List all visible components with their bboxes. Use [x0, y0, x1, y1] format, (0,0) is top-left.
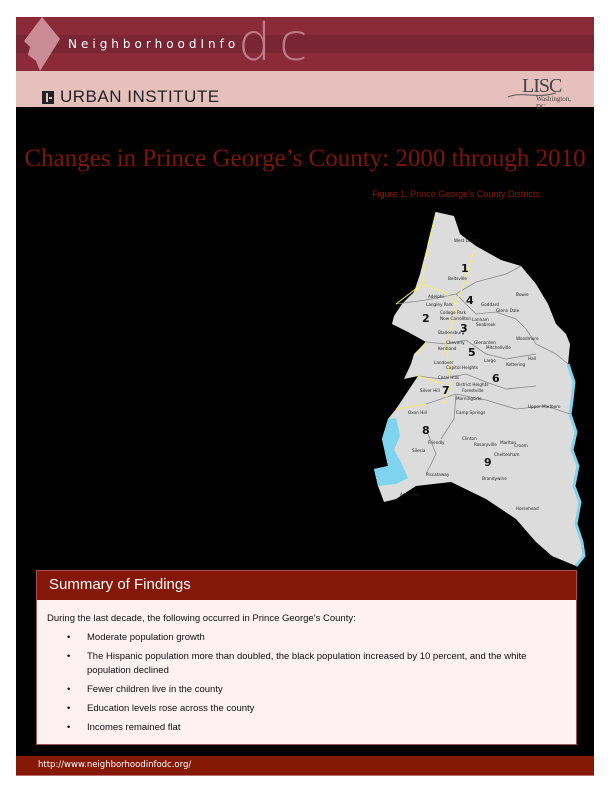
svg-text:Coral Hills: Coral Hills — [438, 375, 460, 380]
finding-item: • Fewer children live in the county — [37, 683, 576, 697]
svg-text:Lanham: Lanham — [472, 317, 489, 322]
svg-text:Adelphi: Adelphi — [428, 294, 444, 299]
svg-text:Marlton: Marlton — [500, 440, 516, 445]
svg-text:Horsehead: Horsehead — [516, 506, 539, 511]
svg-text:1: 1 — [461, 262, 469, 275]
summary-of-findings-box — [36, 570, 577, 745]
svg-text:4: 4 — [466, 294, 474, 307]
dc-map-icon — [22, 17, 62, 71]
svg-text:Rosaryville: Rosaryville — [474, 442, 497, 447]
finding-item: • Education levels rose across the county — [37, 702, 576, 716]
svg-text:2: 2 — [422, 312, 430, 325]
svg-text:Croom: Croom — [514, 443, 528, 448]
svg-text:Cheltenham: Cheltenham — [494, 452, 520, 457]
svg-text:Glenarden: Glenarden — [474, 340, 496, 345]
findings-list — [37, 631, 576, 740]
svg-text:Seabrook: Seabrook — [476, 322, 496, 327]
county-districts-map — [356, 204, 591, 579]
finding-item: • Incomes remained flat — [37, 721, 576, 735]
svg-text:Landover: Landover — [434, 360, 454, 365]
finding-item: • Moderate population growth — [37, 631, 576, 645]
summary-intro: During the last decade, the following occurred in Prince George’s County: — [47, 613, 356, 624]
svg-text:9: 9 — [484, 456, 492, 469]
svg-text:Brandywine: Brandywine — [482, 476, 507, 481]
neighborhoodinfo-logo-text: NeighborhoodInfo — [68, 37, 240, 51]
svg-text:Hall: Hall — [528, 356, 537, 361]
summary-header — [37, 571, 576, 600]
svg-text:5: 5 — [468, 346, 476, 359]
svg-text:West Laurel: West Laurel — [454, 238, 479, 243]
svg-text:Accokeek: Accokeek — [400, 492, 420, 497]
document-title: Changes in Prince George’s County: 2000 through 2010 — [24, 145, 586, 172]
svg-text:Beltsville: Beltsville — [448, 276, 467, 281]
svg-text:8: 8 — [422, 424, 430, 437]
svg-text:New Carrollton: New Carrollton — [440, 316, 471, 321]
lisc-logo-subtext: Washington, DC — [536, 95, 572, 111]
urban-institute-mark-icon — [42, 91, 54, 104]
svg-text:Bowie: Bowie — [516, 292, 529, 297]
svg-text:Clinton: Clinton — [462, 436, 477, 441]
svg-text:3: 3 — [460, 322, 468, 335]
svg-text:Morningside: Morningside — [456, 396, 482, 401]
svg-text:Kettering: Kettering — [506, 362, 526, 367]
partner-logos-bar — [16, 71, 594, 111]
svg-text:College Park: College Park — [440, 310, 467, 315]
svg-text:Friendly: Friendly — [428, 440, 445, 445]
summary-title: Summary of Findings — [49, 576, 191, 593]
svg-text:Camp Springs: Camp Springs — [456, 410, 486, 415]
neighborhoodinfo-banner — [16, 17, 594, 71]
svg-text:Forestville: Forestville — [462, 388, 484, 393]
svg-text:District Heights: District Heights — [456, 382, 489, 387]
lisc-logo-text: LISC — [522, 75, 562, 97]
urban-institute-logo — [42, 87, 220, 107]
svg-text:Goddard: Goddard — [481, 302, 499, 307]
svg-text:Largo: Largo — [484, 358, 496, 363]
svg-text:Oxon Hill: Oxon Hill — [408, 410, 427, 415]
svg-text:Capitol Heights: Capitol Heights — [446, 365, 479, 370]
svg-text:Woodmore: Woodmore — [516, 336, 539, 341]
svg-text:6: 6 — [492, 372, 500, 385]
document-page — [16, 17, 594, 775]
lisc-logo — [506, 75, 576, 111]
figure-caption: Figure 1. Prince George's County Districts — [372, 189, 540, 199]
svg-text:Cheverly: Cheverly — [446, 340, 465, 345]
svg-text:Piscataway: Piscataway — [426, 472, 450, 477]
finding-item: • The Hispanic population more than doubled, the black population increased by 10 percent, and the white population declined — [37, 650, 576, 677]
svg-text:Upper Marlboro: Upper Marlboro — [528, 404, 561, 409]
svg-text:7: 7 — [442, 384, 450, 397]
svg-text:Kentland: Kentland — [438, 346, 457, 351]
svg-text:Silesia: Silesia — [412, 448, 426, 453]
urban-institute-text: URBAN INSTITUTE — [60, 87, 220, 106]
footer-url-link[interactable]: http://www.neighborhoodinfodc.org/ — [38, 760, 192, 770]
svg-text:Mitchellville: Mitchellville — [486, 345, 511, 350]
footer-bar — [16, 756, 594, 776]
svg-text:Langley Park: Langley Park — [426, 302, 453, 307]
svg-text:Silver Hill: Silver Hill — [420, 388, 440, 393]
dc-logo-letters: dc — [238, 17, 316, 71]
svg-text:Glenn Dale: Glenn Dale — [496, 308, 520, 313]
svg-text:Bladensburg: Bladensburg — [438, 330, 465, 335]
